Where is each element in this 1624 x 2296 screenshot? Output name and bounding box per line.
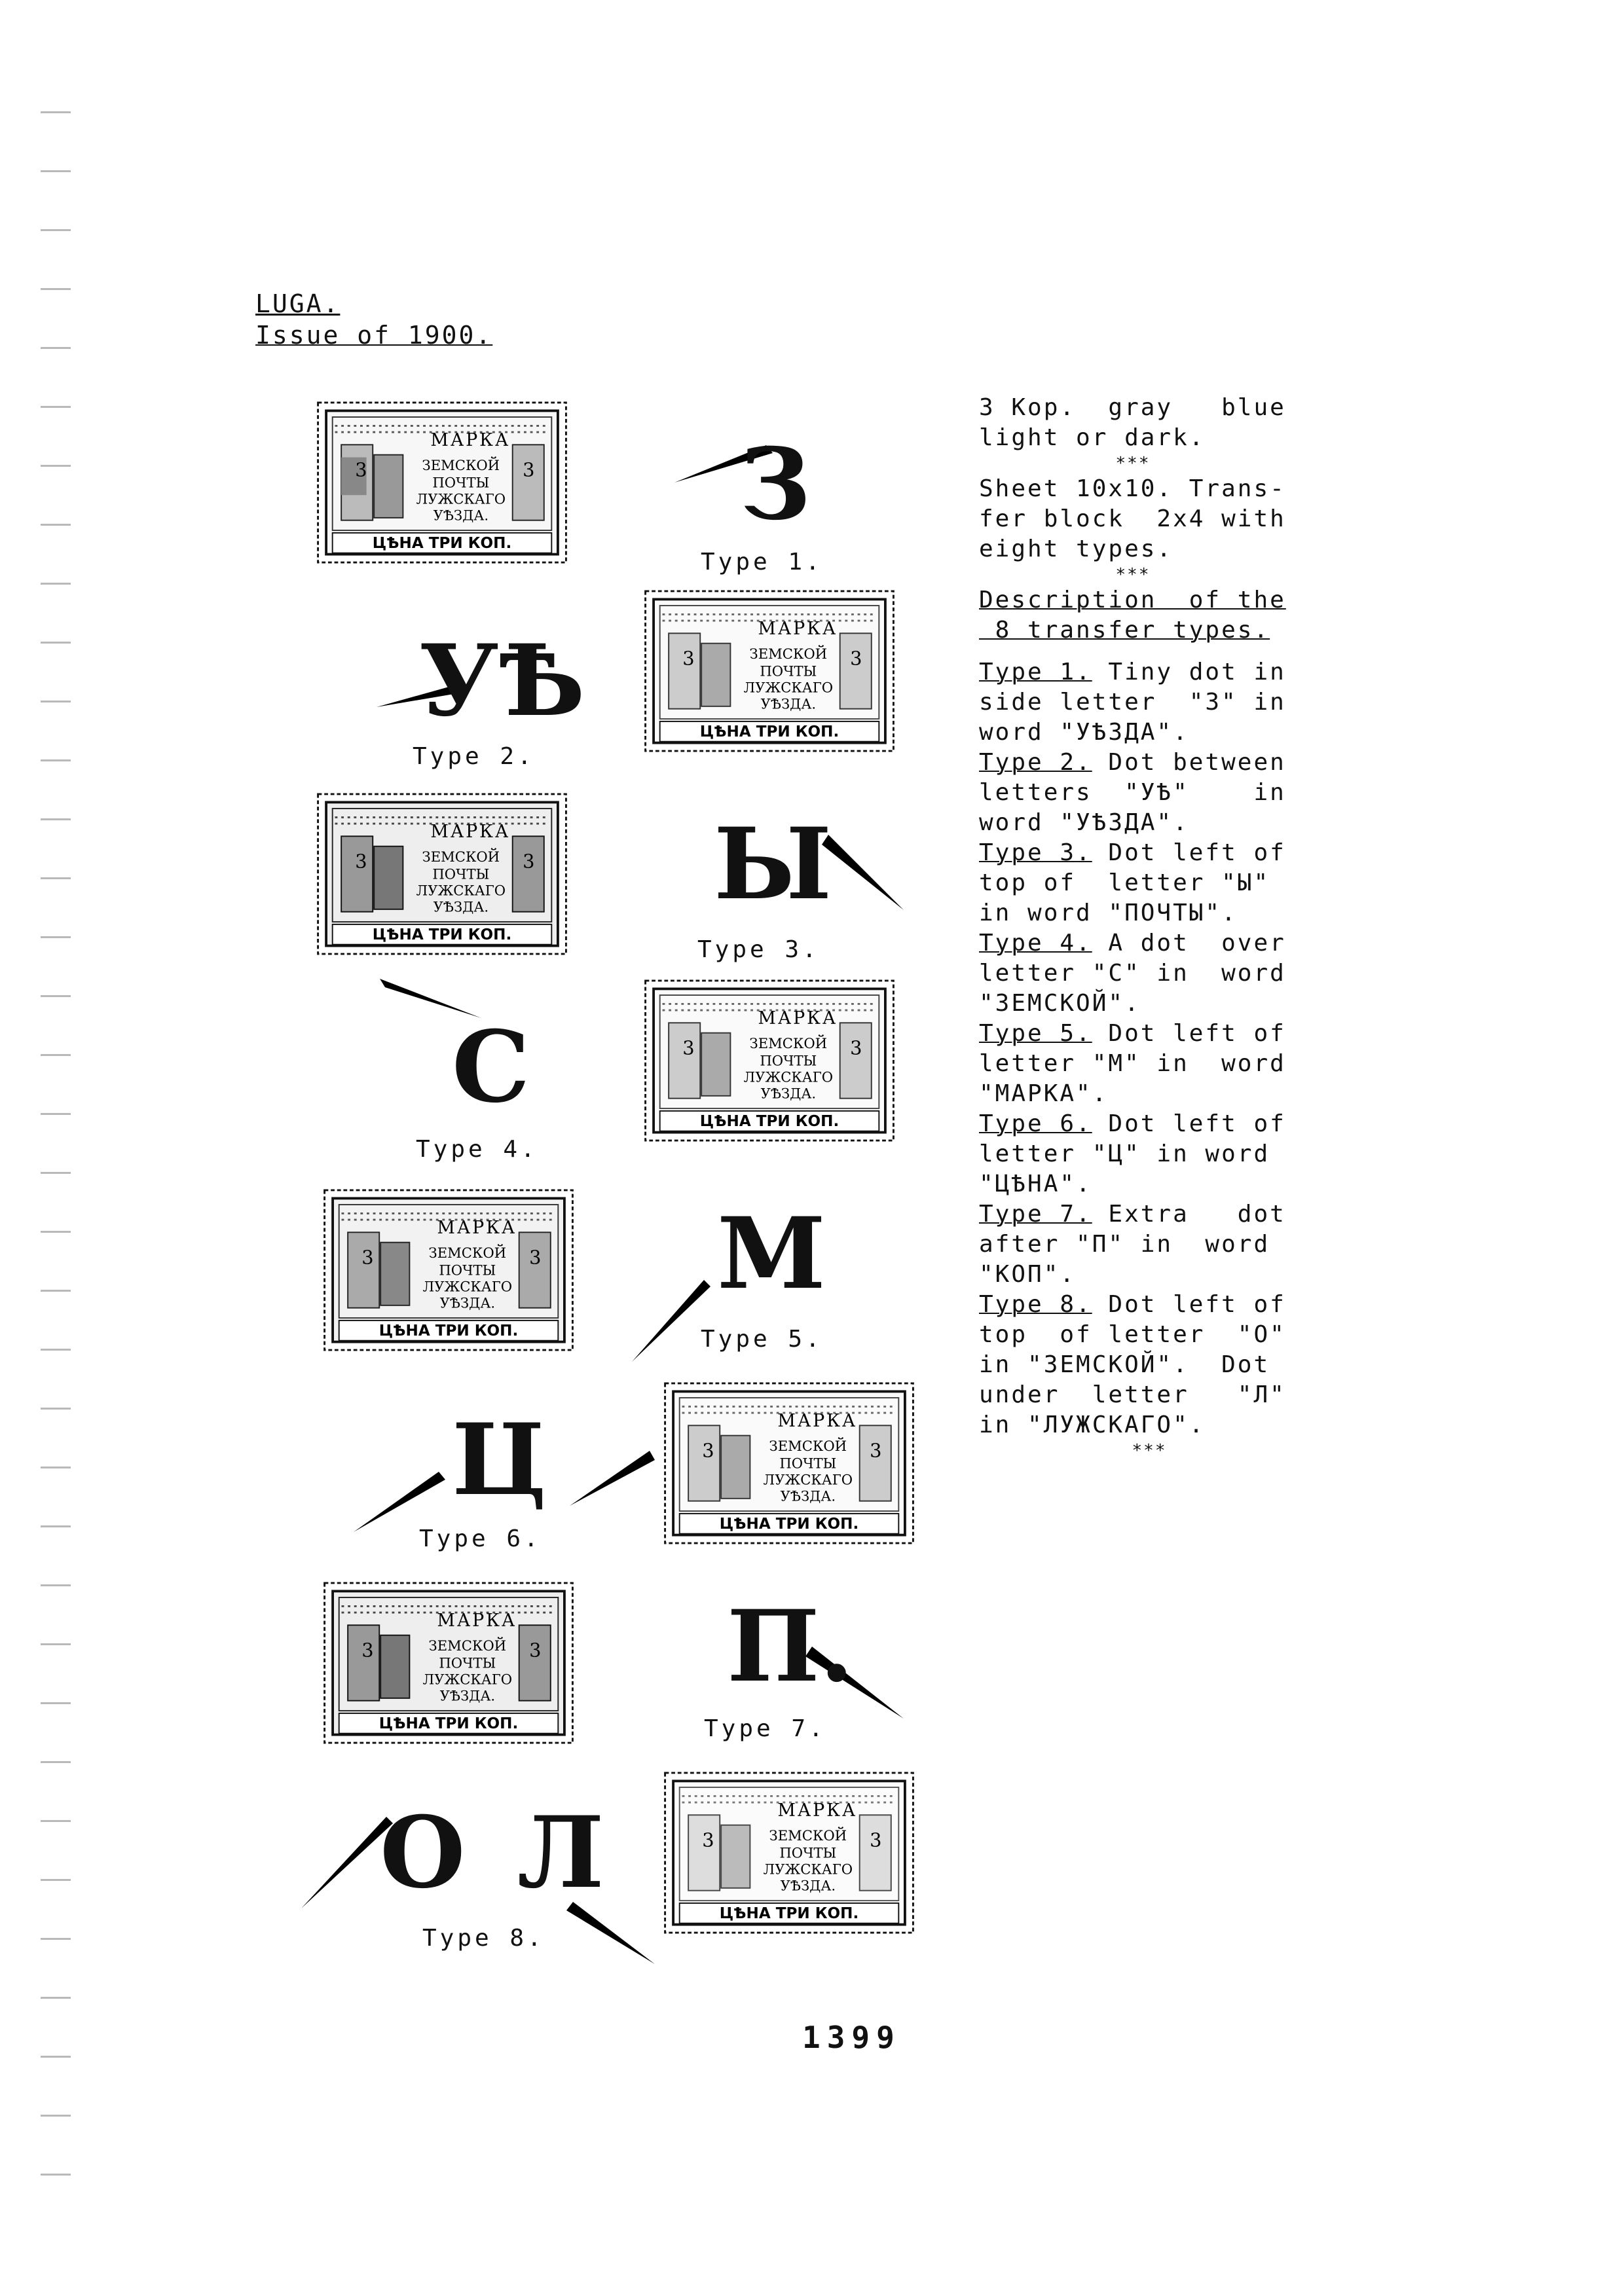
stamp-marka: МАРКА bbox=[430, 822, 511, 843]
type-entry-5 bbox=[979, 1019, 1346, 1109]
type-text: side letter "3" in bbox=[979, 689, 1286, 716]
stamp-line2: ПОЧТЫ bbox=[439, 1262, 496, 1279]
type-label: Type 8. bbox=[979, 1291, 1092, 1318]
type-text: letters "УѢ" in bbox=[979, 779, 1286, 806]
stamp-line3: ЛУЖСКАГО bbox=[743, 1068, 834, 1085]
type-text: "КОП". bbox=[979, 1261, 1077, 1288]
type-label: Type 1. bbox=[979, 659, 1092, 685]
enlarged-letter-type-7: П. bbox=[727, 1589, 854, 1704]
enlarged-letter-type-8-o: О bbox=[380, 1795, 466, 1910]
enlarged-letter-type-3: Ы bbox=[714, 807, 832, 922]
stamp-line2: ПОЧТЫ bbox=[760, 663, 817, 680]
type-text: Dot left of bbox=[1092, 1020, 1286, 1047]
type-text: letter "С" in word bbox=[979, 960, 1286, 987]
type-text: Dot left of bbox=[1092, 1291, 1286, 1318]
stamp-value-right: 3 bbox=[850, 1036, 862, 1059]
stamp-bottom: ЦѢНА ТРИ КОП. bbox=[378, 1322, 519, 1339]
stamp-line1: ЗЕМСКОЙ bbox=[422, 848, 500, 865]
description-title-2: 8 transfer types. bbox=[979, 617, 1270, 644]
stamp-line2: ПОЧТЫ bbox=[439, 1654, 496, 1671]
stamp-marka: МАРКА bbox=[437, 1611, 517, 1631]
stamp-line4: УѢЗДА. bbox=[780, 1877, 836, 1894]
stamp-line4: УѢЗДА. bbox=[439, 1687, 496, 1704]
stamp-line1: ЗЕМСКОЙ bbox=[422, 456, 500, 473]
stamp-value-left: 3 bbox=[702, 1439, 714, 1462]
type-text: in "ЛУЖСКАГО". bbox=[979, 1412, 1206, 1438]
stamp-value-right: 3 bbox=[850, 647, 862, 670]
heading-issue: Issue of 1900. bbox=[255, 321, 493, 350]
stamp-value-left: 3 bbox=[361, 1246, 374, 1269]
color-line-1: 3 Kop. gray blue bbox=[979, 394, 1286, 421]
stamp-line1: ЗЕМСКОЙ bbox=[749, 1034, 828, 1051]
stamp-line3: ЛУЖСКАГО bbox=[743, 679, 834, 696]
type-text: under letter "Л" bbox=[979, 1381, 1286, 1408]
type-entry-6 bbox=[979, 1109, 1346, 1199]
pointer-type-5 bbox=[632, 1280, 710, 1362]
stamp-value-left: 3 bbox=[702, 1829, 714, 1851]
type-text: Tiny dot in bbox=[1092, 659, 1286, 685]
sheet-line-2: fer block 2x4 with bbox=[979, 505, 1286, 532]
stamp-marka: МАРКА bbox=[777, 1411, 858, 1432]
enlarged-letter-type-6: Ц bbox=[452, 1402, 547, 1518]
stamp-value-right: 3 bbox=[523, 850, 535, 873]
enlarged-letter-type-8-l: Л bbox=[517, 1795, 604, 1910]
type-text: Extra dot bbox=[1092, 1201, 1286, 1228]
stamp-line3: ЛУЖСКАГО bbox=[416, 882, 506, 899]
caption-type-6: Type 6. bbox=[419, 1525, 542, 1552]
type-text: A dot over bbox=[1092, 930, 1286, 957]
type-label: Type 6. bbox=[979, 1110, 1092, 1137]
heading-title: LUGA. bbox=[255, 289, 341, 318]
sheet-line-1: Sheet 10x10. Trans- bbox=[979, 475, 1286, 502]
stamp-line4: УѢЗДА. bbox=[433, 898, 489, 915]
stamp-value-right: 3 bbox=[870, 1439, 882, 1462]
pointer-type-8b bbox=[566, 1902, 655, 1964]
stamp-line2: ПОЧТЫ bbox=[760, 1052, 817, 1069]
type-text: "ЗЕМСКОЙ". bbox=[979, 990, 1141, 1017]
pointer-type-6a bbox=[354, 1472, 445, 1532]
page-number: 1399 bbox=[802, 2020, 901, 2055]
stamp-bottom: ЦѢНА ТРИ КОП. bbox=[719, 1905, 859, 1922]
type-entry-8 bbox=[979, 1290, 1346, 1440]
caption-type-4: Type 4. bbox=[416, 1136, 538, 1163]
type-entry-1 bbox=[979, 657, 1346, 748]
stamp-line2: ПОЧТЫ bbox=[779, 1844, 837, 1861]
type-text: Dot left of bbox=[1092, 1110, 1286, 1137]
enlarged-letter-type-5: М bbox=[717, 1196, 826, 1311]
stamp-value-right: 3 bbox=[523, 458, 535, 481]
type-text: top of letter "О" bbox=[979, 1321, 1286, 1348]
stamp-line1: ЗЕМСКОЙ bbox=[428, 1244, 507, 1261]
type-text: letter "М" in word bbox=[979, 1050, 1286, 1077]
stamp-line4: УѢЗДА. bbox=[433, 507, 489, 524]
type-text: "МАРКА". bbox=[979, 1080, 1109, 1107]
separator-stars: *** bbox=[1132, 1441, 1167, 1461]
stamp-value-left: 3 bbox=[355, 850, 367, 873]
type-text: letter "Ц" in word bbox=[979, 1140, 1270, 1167]
enlarged-letter-type-4: С bbox=[452, 1010, 530, 1125]
stamp-line3: ЛУЖСКАГО bbox=[422, 1671, 513, 1688]
enlarged-letter-type-2: УѢ bbox=[419, 623, 585, 738]
stamp-value-right: 3 bbox=[870, 1829, 882, 1851]
stamp-bottom: ЦѢНА ТРИ КОП. bbox=[719, 1516, 859, 1533]
stamp-line1: ЗЕМСКОЙ bbox=[769, 1827, 847, 1844]
type-label: Type 7. bbox=[979, 1201, 1092, 1228]
stamp-marka: МАРКА bbox=[430, 430, 511, 451]
type-text: in "ЗЕМСКОЙ". Dot bbox=[979, 1351, 1270, 1378]
pointer-type-6b bbox=[570, 1451, 655, 1506]
type-entry-2 bbox=[979, 748, 1346, 838]
separator-stars: *** bbox=[1115, 565, 1151, 585]
stamp-line3: ЛУЖСКАГО bbox=[763, 1471, 853, 1488]
enlarged-letter-type-1: З bbox=[740, 427, 811, 542]
type-label: Type 2. bbox=[979, 749, 1092, 776]
separator-stars: *** bbox=[1115, 454, 1151, 473]
stamp-line2: ПОЧТЫ bbox=[779, 1455, 837, 1472]
stamp-line3: ЛУЖСКАГО bbox=[422, 1278, 513, 1295]
type-text: after "П" in word bbox=[979, 1231, 1270, 1258]
type-text: "ЦѢНА". bbox=[979, 1171, 1092, 1197]
stamp-value-left: 3 bbox=[355, 458, 367, 481]
stamp-bottom: ЦѢНА ТРИ КОП. bbox=[372, 926, 512, 943]
stamp-bottom: ЦѢНА ТРИ КОП. bbox=[372, 535, 512, 552]
stamp-line2: ПОЧТЫ bbox=[432, 866, 490, 883]
type-entry-3 bbox=[979, 838, 1346, 928]
stamp-marka: МАРКА bbox=[777, 1800, 858, 1821]
caption-type-2: Type 2. bbox=[413, 743, 535, 770]
caption-type-7: Type 7. bbox=[704, 1715, 826, 1742]
stamp-value-right: 3 bbox=[529, 1246, 542, 1269]
stamp-line4: УѢЗДА. bbox=[760, 695, 817, 712]
caption-type-3: Type 3. bbox=[697, 936, 820, 963]
stamp-line4: УѢЗДА. bbox=[439, 1294, 496, 1311]
stamp-marka: МАРКА bbox=[758, 1008, 838, 1029]
type-text: top of letter "Ы" bbox=[979, 869, 1270, 896]
stamp-marka: МАРКА bbox=[437, 1218, 517, 1239]
stamp-line1: ЗЕМСКОЙ bbox=[749, 645, 828, 662]
type-text: Dot between bbox=[1092, 749, 1286, 776]
pointer-type-3 bbox=[822, 835, 904, 910]
type-label: Type 3. bbox=[979, 839, 1092, 866]
type-label: Type 5. bbox=[979, 1020, 1092, 1047]
caption-type-8: Type 8. bbox=[422, 1925, 545, 1952]
stamp-line2: ПОЧТЫ bbox=[432, 474, 490, 491]
stamp-line4: УѢЗДА. bbox=[760, 1085, 817, 1102]
stamp-value-left: 3 bbox=[682, 1036, 695, 1059]
stamp-line3: ЛУЖСКАГО bbox=[763, 1861, 853, 1878]
description-column bbox=[979, 393, 1346, 1461]
color-line-2: light or dark. bbox=[979, 424, 1206, 451]
stamp-value-left: 3 bbox=[361, 1639, 374, 1662]
stamp-line4: УѢЗДА. bbox=[780, 1487, 836, 1504]
caption-type-1: Type 1. bbox=[701, 549, 823, 575]
caption-type-5: Type 5. bbox=[701, 1326, 823, 1353]
stamp-line1: ЗЕМСКОЙ bbox=[428, 1637, 507, 1654]
stamp-bottom: ЦѢНА ТРИ КОП. bbox=[699, 723, 840, 740]
type-text: in word "ПОЧТЫ". bbox=[979, 900, 1238, 926]
stamp-line3: ЛУЖСКАГО bbox=[416, 490, 506, 507]
pointer-type-8a bbox=[301, 1817, 393, 1908]
type-entry-4 bbox=[979, 928, 1346, 1019]
sheet-line-3: eight types. bbox=[979, 536, 1173, 562]
stamp-bottom: ЦѢНА ТРИ КОП. bbox=[699, 1113, 840, 1130]
stamp-value-right: 3 bbox=[529, 1639, 542, 1662]
type-label: Type 4. bbox=[979, 930, 1092, 957]
type-entry-7 bbox=[979, 1199, 1346, 1290]
stamp-line1: ЗЕМСКОЙ bbox=[769, 1437, 847, 1454]
type-text: word "УѢЗДА". bbox=[979, 809, 1189, 836]
stamp-value-left: 3 bbox=[682, 647, 695, 670]
type-text: word "УѢЗДА". bbox=[979, 719, 1189, 746]
stamp-bottom: ЦѢНА ТРИ КОП. bbox=[378, 1715, 519, 1732]
stamp-marka: МАРКА bbox=[758, 619, 838, 640]
description-title-1: Description of the bbox=[979, 587, 1286, 613]
type-text: Dot left of bbox=[1092, 839, 1286, 866]
